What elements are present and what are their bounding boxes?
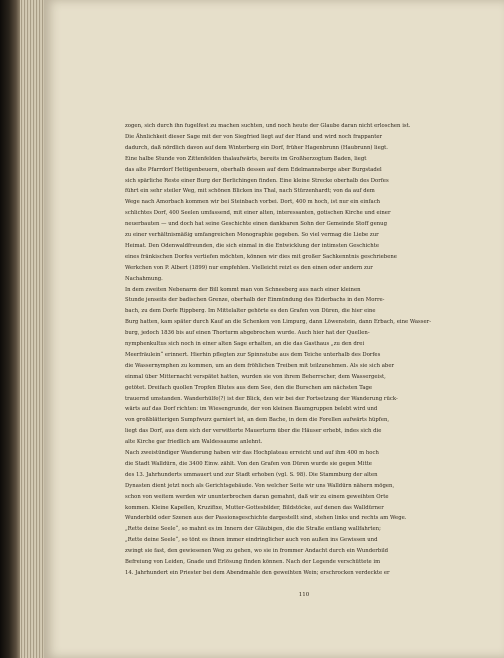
text-line: Wege nach Amorbach kommen wir bei Steinbach vorbei. Dort, 400 m hoch, ist nur ein einfach	[125, 199, 381, 206]
text-line: nymphenkultus sich noch in einer alten Sage erhalten, an die das Gasthaus „zu den drei	[125, 341, 365, 347]
text-line: eines fränkischen Dorfes vertiefen möchten, können wir dies mit großer Sachkenntnis geschriebene	[125, 253, 397, 260]
text-line: die Stadt Walldürn, die 3400 Einw. zählt. Von den Grafen von Düren wurde sie gegen Mitte	[125, 460, 372, 467]
text-line: Eine halbe Stunde von Zittenfelden thalaufwärts, bereits im Großherzogtum Baden, liegt	[125, 155, 367, 162]
text-line: Werkchen von P. Albert (1899) nur empfehlen. Vielleicht reizt es den einen oder andern zur	[125, 264, 373, 271]
text-line: Befreiung von Leiden, Gnade und Erlösung finden können. Nach der Legende verschüttete im	[125, 559, 381, 565]
text-line: In dem zweiten Nebenarm der Bill kommt man von Schneeberg aus nach einer kleinen	[125, 286, 361, 293]
text-line: die Wassernymphen zu kommen, um an dem fröhlichen Treiben mit teilzunehmen. Als sie sich aber	[125, 362, 395, 369]
text-line: liegt das Dorf, aus dem sich der verwitterte Mauerturm über die Häuser erhebt, indes sich die	[125, 428, 382, 435]
text-line: dadurch, daß nördlich davon auf dem Winterberg ein Dorf, früher Hagenbrunn (Haubrunn) liegt.	[125, 144, 389, 151]
text-line: kommen. Kleine Kapellen, Kruzifixe, Mutter-Gottesbilder, Bildstöcke, auf denen das Walldürner	[125, 504, 384, 511]
text-line: neuerbauten — und doch hat seine Geschichte einen dankbaren Sohn der Gemeinde Stoff genug	[125, 221, 388, 228]
text-line: zogen, sich durch ihn fugelfest zu machen suchten, und noch heute der Glaube daran nicht erloschen ist.	[125, 123, 411, 129]
text-line: Dynasten dient jetzt noch als Gerichtsgebäude. Von welcher Seite wir uns Walldürn nähern mögen,	[125, 482, 395, 489]
text-line: des 13. Jahrhunderts ummauert und zur Stadt erhoben (vgl. S. 98). Die Stammburg der alten	[125, 471, 378, 478]
text-line: 14. Jahrhundert ein Priester bei dem Abendmahle den geweihten Wein; erschrocken verdeckte er	[125, 569, 390, 576]
text-line: Burg hatten, kam später durch Kauf an die Schenken von Limpurg, dann Löwenstein, dann Erbach, eine Wasser-	[125, 319, 432, 326]
text-line: von großblätterigen Sumpfwurz garniert ist, an dem Bache, in dem die Forellen aufwärts hüpfen,	[125, 417, 390, 424]
text-line: burg, jedoch 1836 bis auf einen Thorturm abgebrochen wurde. Auch hier hat der Quellen-	[125, 330, 370, 337]
text-line: „Rette deine Seele“, so tönt es ihnen immer eindringlicher auch von außen ins Gewissen und	[125, 537, 378, 544]
page-number: 110	[298, 592, 310, 598]
text-line: getötet. Dreifach quollen Tropfen Blutes aus dem See, den die Burschen am nächsten Tage	[125, 384, 373, 391]
text-line: Wunderbild oder Szenen aus der Passionsgeschichte dargestellt sind, stehen links und rechts am Wege.	[125, 515, 407, 522]
text-line: zwingt sie fast, den gewiesenen Weg zu gehen, wo sie in frommer Andacht durch ein Wunderbild	[125, 548, 389, 555]
text-line: zu einer verhältnismäßig umfangreichen Monographie gegeben. So viel vermag die Liebe zur	[125, 232, 379, 238]
text-line: alte Kirche gar friedlich am Waldessaume anlehnt.	[125, 439, 263, 446]
text-line: das alte Pfarrdorf Hettigenbeuern, oberhalb dessen auf dem Edelmannsberge aber Burgstadel	[125, 166, 382, 173]
text-line: Nachahmung.	[125, 275, 163, 282]
text-line: führt ein sehr steiler Weg, mit schönen Blicken ins Thal, nach Stürzenhardt; von da auf dem	[125, 188, 375, 195]
book-page	[44, 0, 504, 658]
text-line: schon von weitem werden wir ununterbrochen daran gemahnt, daß wir zu einem geweihten Orte	[125, 493, 389, 500]
text-line: Meerfräulein“ erinnert. Hierhin pflegten zur Spinnstube aus dem Teiche unterhalb des Dorfes	[125, 351, 381, 358]
text-line: sich spärliche Reste einer Burg der Berlichingen finden. Eine kleine Strecke oberhalb des Dorfes	[125, 177, 389, 184]
body-text	[125, 121, 443, 579]
text-line: bach, zu dem Dorfe Rippberg. Im Mittelalter gehörte es den Grafen von Düren, die hier eine	[125, 308, 376, 315]
text-line: einmal über Mitternacht verspätet hatten, wurden sie von ihrem Beherrscher, dem Wassergeist,	[125, 373, 386, 380]
text-line: wärts auf das Dorf richten: im Wiesengrunde, der von kleinen Baumgruppen belebt wird und	[125, 406, 378, 413]
text-line: Die Ähnlichkeit dieser Sage mit der von Siegfried liegt auf der Hand und wird noch frappanter	[125, 133, 383, 140]
text-line: Nach zweistündiger Wanderung haben wir das Hochplateau erreicht und auf ihm 400 m hoch	[125, 450, 379, 456]
page-edges	[20, 0, 44, 658]
book-spine	[0, 0, 20, 658]
text-line: Heimat. Den Odenwaldfreunden, die sich einmal in die Entwicklung der intimsten Geschichte	[125, 242, 380, 249]
text-line: „Rette deine Seele“, so mahnt es im Innern der Gläubigen, die die Straße entlang wallfahrten;	[125, 526, 381, 533]
text-line: schlichtes Dorf, 400 Seelen umfassend, mit einer alten, interessanten, gotischen Kirche und einer	[125, 210, 391, 217]
text-line: trauernd umstanden. Wanderhülfe(?) ist der Blick, den wir bei der Fortsetzung der Wanderung rück-	[125, 395, 398, 402]
text-line: Stunde jenseits der badischen Grenze, oberhalb der Einmündung des Eiderbachs in den Morre-	[125, 297, 385, 304]
